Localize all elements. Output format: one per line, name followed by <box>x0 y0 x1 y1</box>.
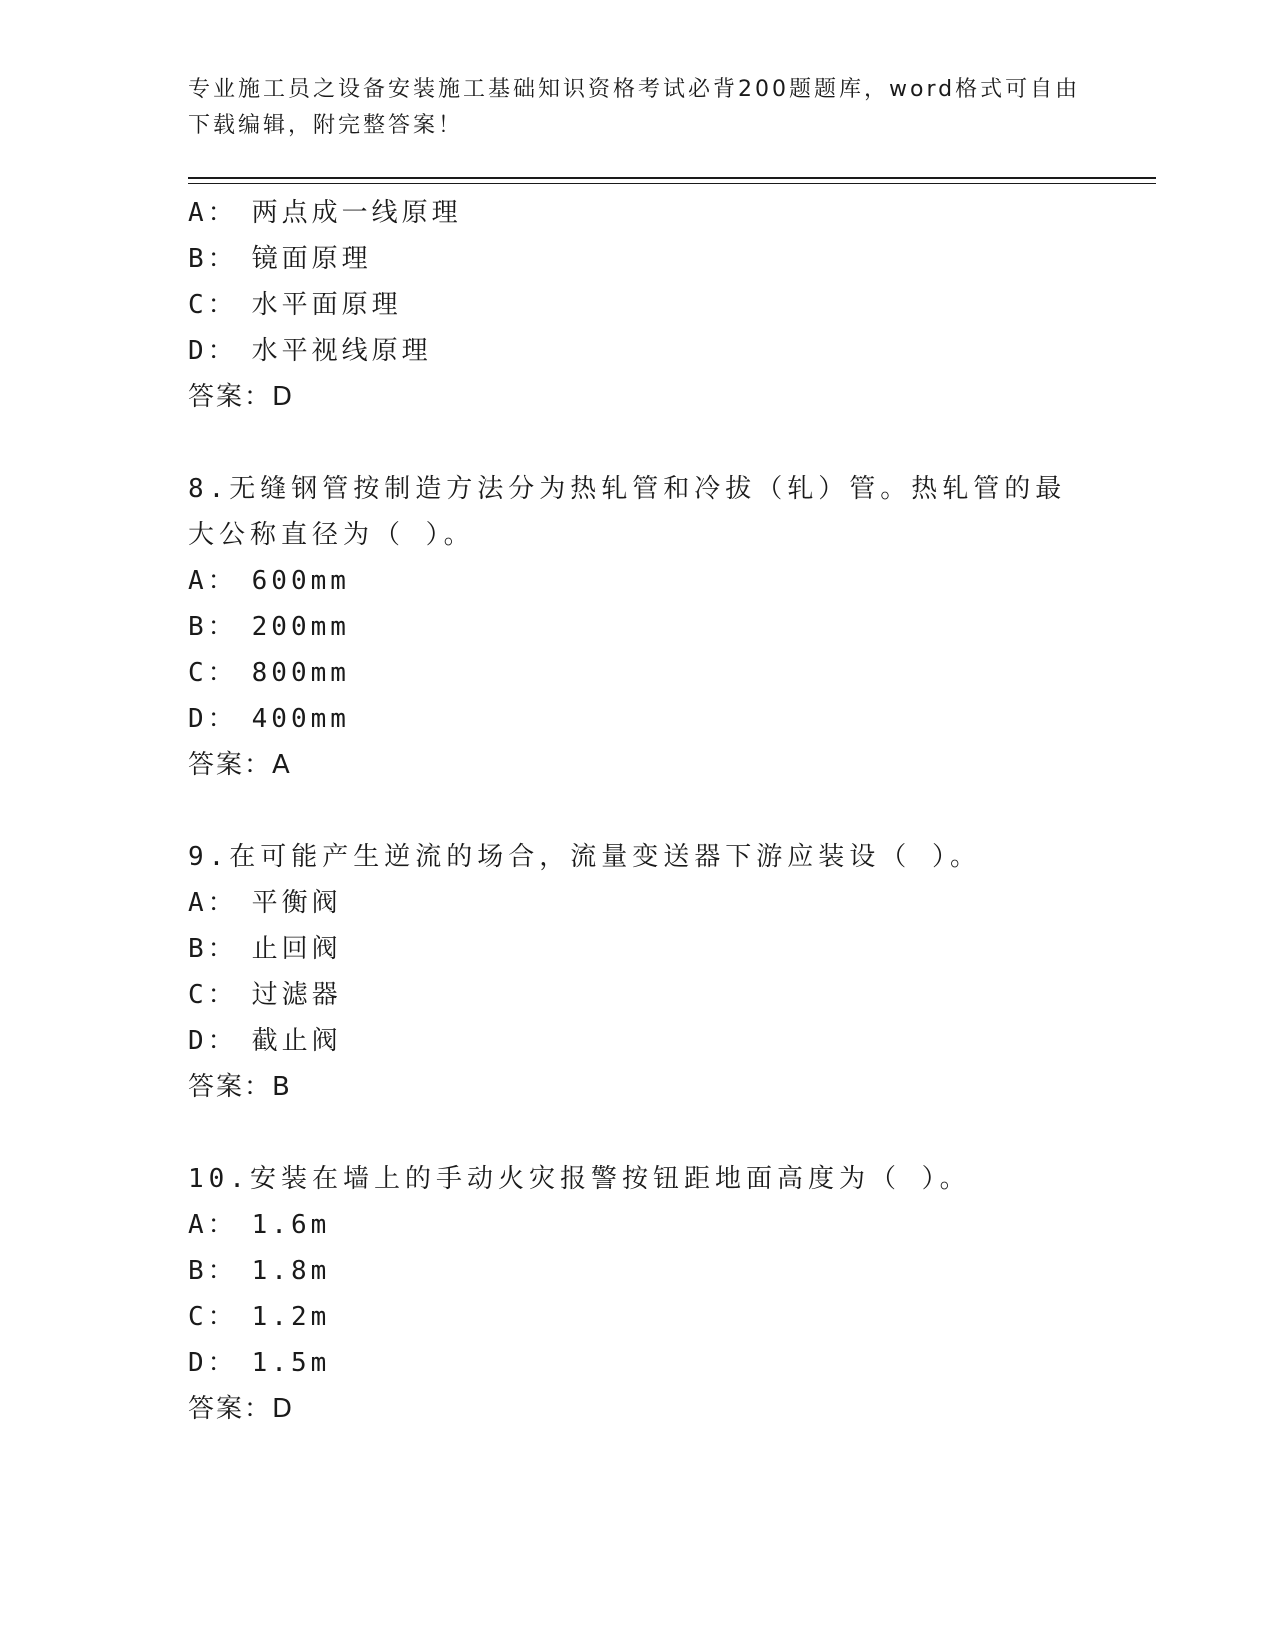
answer: 答案：A <box>188 750 292 780</box>
option-a: A： 600mm <box>188 566 350 596</box>
question-list <box>188 190 1088 1432</box>
option-b: B： 1.8m <box>188 1256 331 1286</box>
option-d: D： 水平视线原理 <box>188 336 432 366</box>
answer: 答案：B <box>188 1072 292 1102</box>
option-d: D： 截止阀 <box>188 1026 342 1056</box>
header-line-1: 专业施工员之设备安装施工基础知识资格考试必背200题题库，word格式可自由 <box>188 77 1081 102</box>
answer: 答案：D <box>188 1394 295 1424</box>
option-c: C： 800mm <box>188 658 350 688</box>
option-a: A： 平衡阀 <box>188 888 342 918</box>
option-b: B： 止回阀 <box>188 934 342 964</box>
option-c: C： 1.2m <box>188 1302 331 1332</box>
option-c: C： 水平面原理 <box>188 290 402 320</box>
document-header <box>188 72 1088 144</box>
option-a: A： 1.6m <box>188 1210 331 1240</box>
option-d: D： 400mm <box>188 704 350 734</box>
question-7 <box>188 190 1088 420</box>
option-b: B： 镜面原理 <box>188 244 372 274</box>
option-a: A： 两点成一线原理 <box>188 198 462 228</box>
question-stem: 10.安装在墙上的手动火灾报警按钮距地面高度为（ ）。 <box>188 1164 971 1194</box>
header-divider-thick <box>188 177 1156 179</box>
question-9 <box>188 834 1088 1110</box>
answer: 答案：D <box>188 382 295 412</box>
header-line-2: 下载编辑，附完整答案！ <box>188 113 464 138</box>
option-d: D： 1.5m <box>188 1348 331 1378</box>
question-stem: 8.无缝钢管按制造方法分为热轧管和冷拔（轧）管。热轧管的最大公称直径为（ ）。 <box>188 474 1067 550</box>
option-b: B： 200mm <box>188 612 350 642</box>
header-divider-thin <box>188 183 1156 184</box>
question-10 <box>188 1156 1088 1432</box>
question-8 <box>188 466 1088 788</box>
question-stem: 9.在可能产生逆流的场合，流量变送器下游应装设（ ）。 <box>188 842 981 872</box>
option-c: C： 过滤器 <box>188 980 342 1010</box>
